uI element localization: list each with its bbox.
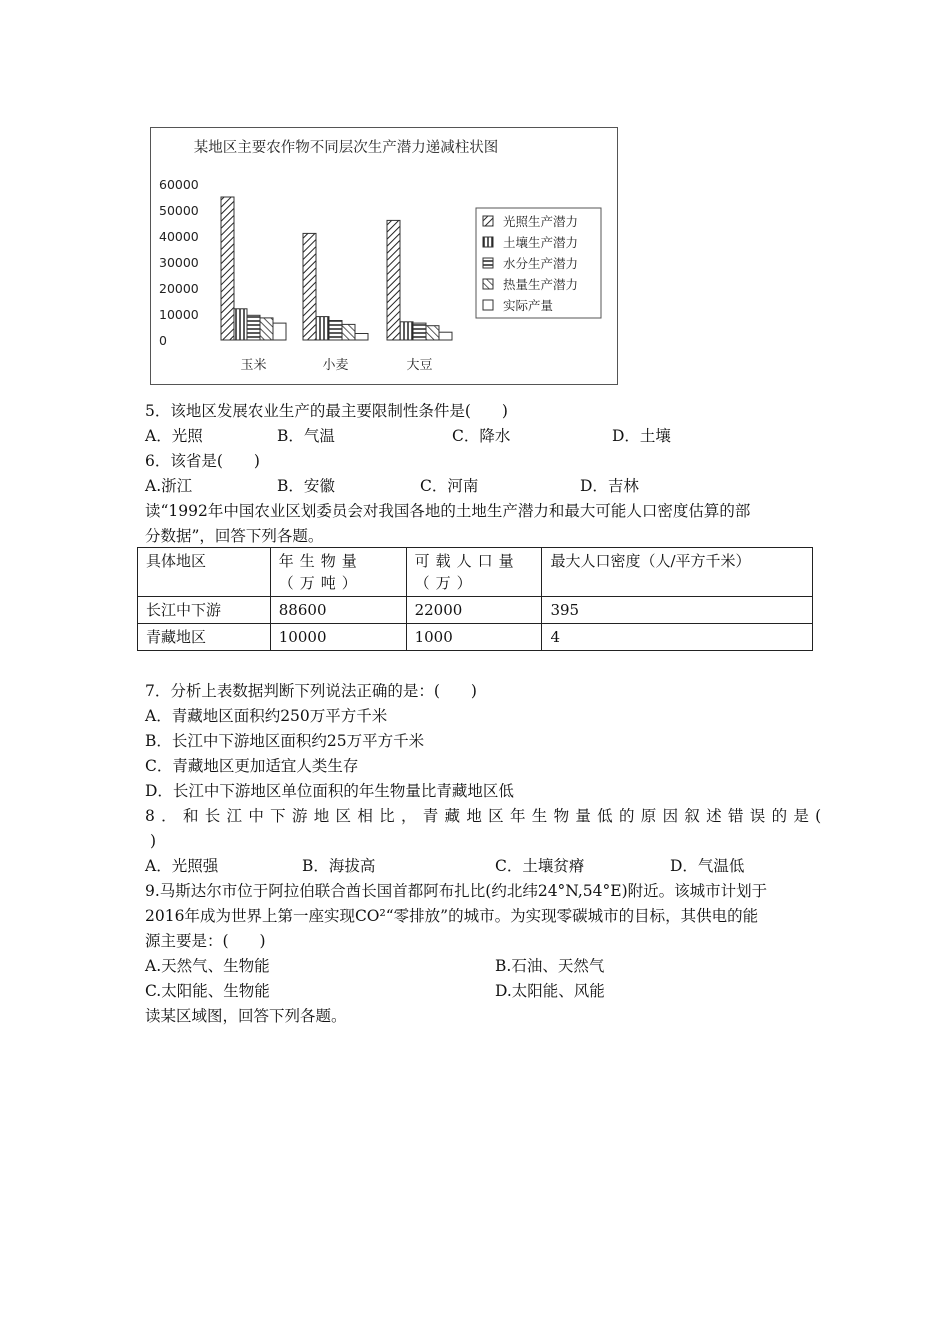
legend-swatch: [483, 300, 493, 310]
intro-line-2: 分数据”，回答下列各题。: [145, 527, 324, 545]
q8-option-d[interactable]: D．气温低: [670, 857, 745, 875]
q5-option-b[interactable]: B．气温: [277, 427, 335, 445]
q7-stem: 7．分析上表数据判断下列说法正确的是：( ): [145, 682, 477, 700]
y-tick-label: 20000: [159, 281, 199, 296]
intro-line-1: 读“1992年中国农业区划委员会对我国各地的土地生产潜力和最大可能人口密度估算的部: [145, 502, 751, 520]
legend-label: 土壤生产潜力: [503, 235, 579, 250]
bar: [316, 317, 329, 340]
category-label: 小麦: [322, 358, 349, 373]
table-row: [138, 624, 813, 651]
bar: [273, 323, 286, 340]
q9-line-2: 2016年成为世界上第一座实现CO²“零排放”的城市。为实现零碳城市的目标，其供电的能: [145, 907, 759, 925]
table-header-cell: 最大人口密度（人/平方千米）: [542, 548, 813, 597]
q9-line-3: 源主要是：( ): [145, 932, 266, 950]
q7-option-a[interactable]: A．青藏地区面积约250万平方千米: [145, 707, 388, 725]
bar: [342, 324, 355, 340]
q5-option-d[interactable]: D．土壤: [612, 427, 671, 445]
bar: [439, 332, 452, 340]
q6-option-a[interactable]: A.浙江: [145, 477, 193, 495]
bar: [426, 326, 439, 340]
q8-stem-line-2: ): [150, 832, 157, 850]
q6-option-b[interactable]: B．安徽: [277, 477, 335, 495]
table-cell: 1000: [406, 624, 542, 651]
legend-swatch: [483, 237, 493, 247]
y-tick-label: 10000: [159, 307, 199, 322]
q6-stem: 6．该省是( ): [145, 452, 260, 470]
legend-swatch: [483, 258, 493, 268]
q7-option-b[interactable]: B．长江中下游地区面积约25万平方千米: [145, 732, 425, 750]
q5-stem: 5．该地区发展农业生产的最主要限制性条件是( ): [145, 402, 508, 420]
chart-title: 某地区主要农作物不同层次生产潜力递减柱状图: [193, 140, 499, 156]
q9-option-a[interactable]: A.天然气、生物能: [145, 957, 270, 975]
table-cell: 395: [542, 597, 813, 624]
y-tick-label: 30000: [159, 255, 199, 270]
table-cell: 青藏地区: [138, 624, 271, 651]
table-cell: 长江中下游: [138, 597, 271, 624]
q6-option-c[interactable]: C．河南: [420, 477, 479, 495]
legend-label: 水分生产潜力: [503, 256, 579, 271]
q9-option-d[interactable]: D.太阳能、风能: [495, 982, 605, 1000]
table-header-row: [138, 548, 813, 597]
table-cell: 88600: [270, 597, 406, 624]
q7-option-c[interactable]: C．青藏地区更加适宜人类生存: [145, 757, 359, 775]
q9-option-c[interactable]: C.太阳能、生物能: [145, 982, 270, 1000]
bar: [303, 233, 316, 340]
q6-option-d[interactable]: D．吉林: [580, 477, 639, 495]
y-tick-label: 50000: [159, 203, 199, 218]
q8-option-b[interactable]: B．海拔高: [302, 857, 376, 875]
chart-legend: [476, 208, 601, 318]
q9-option-b[interactable]: B.石油、天然气: [495, 957, 605, 975]
table-header-cell: 具体地区: [138, 548, 271, 597]
bar: [234, 309, 247, 340]
q8-option-c[interactable]: C．土壤贫瘠: [495, 857, 585, 875]
bar: [355, 334, 368, 341]
table-cell: 22000: [406, 597, 542, 624]
bar: [221, 197, 234, 340]
table-row: [138, 597, 813, 624]
y-tick-label: 0: [159, 333, 167, 348]
legend-label: 热量生产潜力: [503, 277, 579, 292]
legend-swatch: [483, 216, 493, 226]
chart-svg: [151, 128, 617, 384]
table-header-cell: 可载人口量（万）: [406, 548, 542, 597]
bar: [247, 315, 260, 340]
q9-line-1: 9.马斯达尔市位于阿拉伯联合酋长国首都阿布扎比(约北纬24°N,54°E)附近。该城市计划于: [145, 882, 768, 900]
bar-chart: [150, 127, 618, 385]
q5-option-c[interactable]: C．降水: [452, 427, 511, 445]
y-tick-label: 60000: [159, 177, 199, 192]
table-header-cell: 年生物量（万吨）: [270, 548, 406, 597]
bar: [413, 323, 426, 340]
q7-option-d[interactable]: D．长江中下游地区单位面积的年生物量比青藏地区低: [145, 782, 514, 800]
outro-text: 读某区域图，回答下列各题。: [145, 1007, 347, 1025]
category-label: 大豆: [406, 358, 433, 373]
legend-label: 光照生产潜力: [503, 214, 579, 229]
y-tick-label: 40000: [159, 229, 199, 244]
q8-option-a[interactable]: A．光照强: [145, 857, 219, 875]
legend-swatch: [483, 279, 493, 289]
data-table: [137, 547, 813, 651]
bar: [387, 220, 400, 340]
table-cell: 4: [542, 624, 813, 651]
q8-stem-line-1: 8．和长江中下游地区相比，青藏地区年生物量低的原因叙述错误的是(: [145, 807, 828, 825]
bar: [329, 321, 342, 341]
legend-label: 实际产量: [503, 298, 554, 313]
bar: [400, 322, 413, 340]
table-cell: 10000: [270, 624, 406, 651]
q5-option-a[interactable]: A．光照: [145, 427, 203, 445]
bar: [260, 318, 273, 340]
category-label: 玉米: [240, 358, 267, 373]
